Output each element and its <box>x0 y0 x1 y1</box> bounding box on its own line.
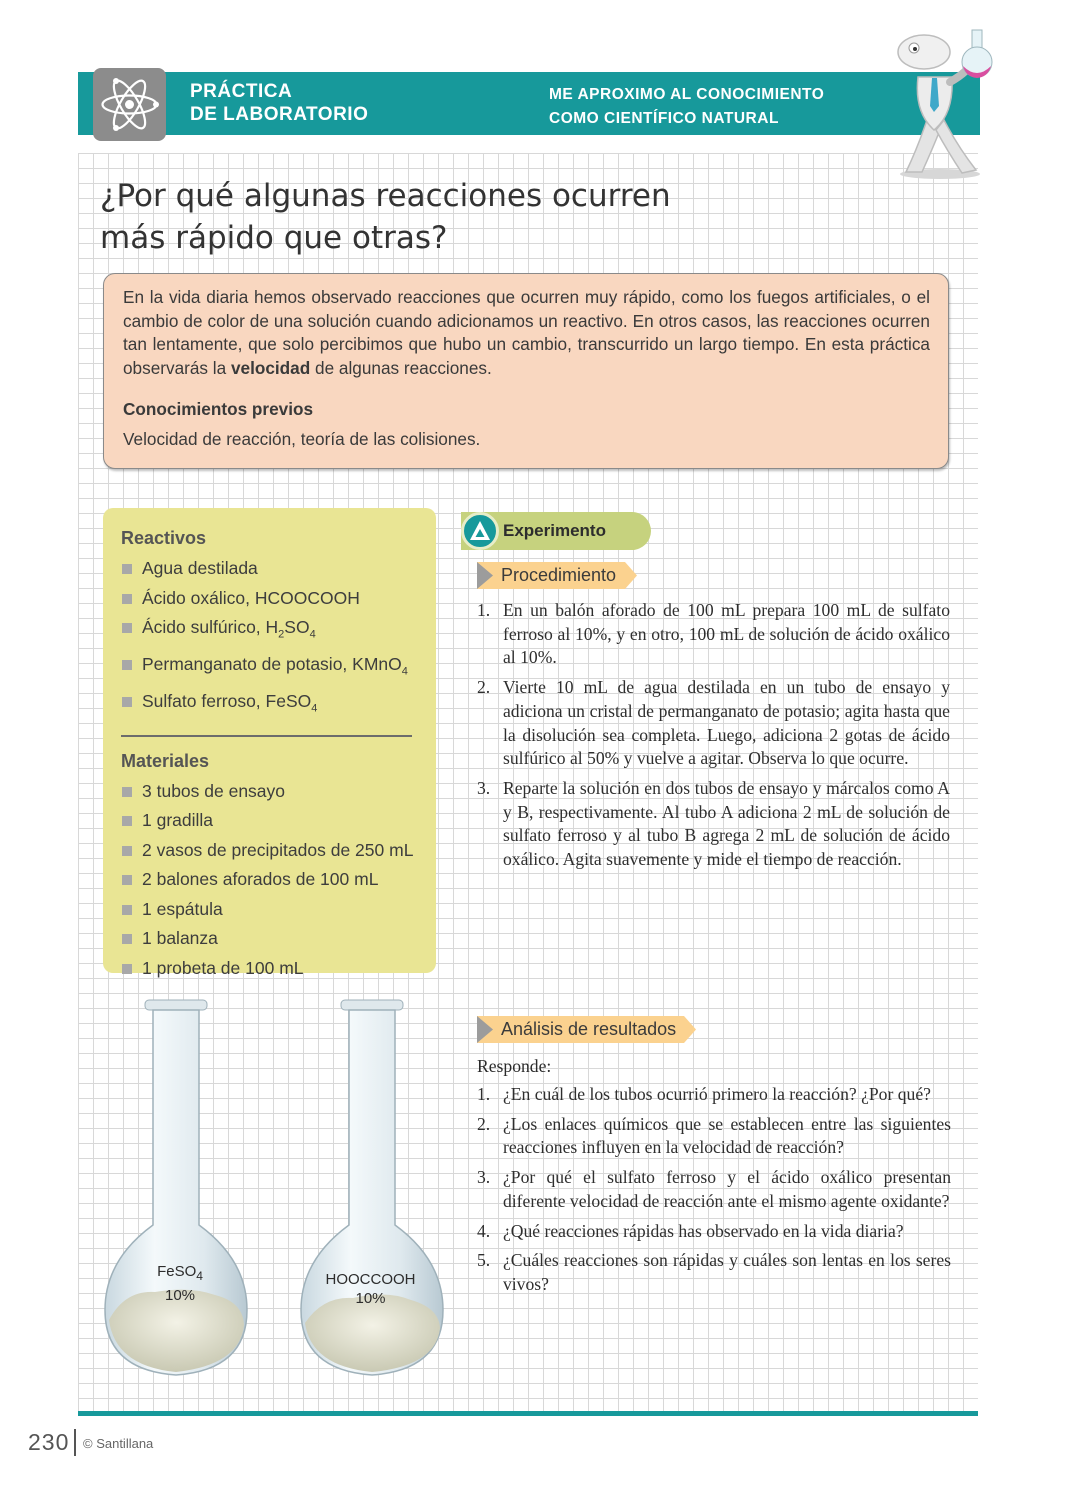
feso4-flask <box>105 1000 247 1375</box>
list-item: 5. ¿Cuáles reacciones son rápidas y cuáles son lentas en los seres vivos? <box>477 1250 951 1294</box>
scientist-mascot-illustration <box>888 22 1008 182</box>
intro-box <box>103 273 949 469</box>
list-item: Ácido sulfúrico, $H_2SO_4$ <box>121 613 418 650</box>
flask-left-label: FeSO$_4$ 10% <box>157 1263 203 1304</box>
page-title-line1: ¿Por qué algunas reacciones ocurren <box>100 178 671 214</box>
list-item: 1 espátula <box>121 895 418 925</box>
procedure-steps <box>477 599 950 878</box>
list-item: Agua destilada <box>121 554 418 584</box>
list-item: 3. Reparte la solución en dos tubos de ensayo y márcalos como A y B, respectivamente. Al tubo A adiciona 2 mL de solución de sulfato ferroso y al tubo B agrega 2 mL de solución de ácido oxálico. Agita suavemente y mide el tiempo de reacción. <box>477 777 950 870</box>
list-item: 2 balones aforados de 100 mL <box>121 865 418 895</box>
reagents-list <box>121 554 418 724</box>
list-item: 1. En un balón aforado de 100 mL prepara 100 mL de sulfato ferroso al 10%, y en otro, 100 mL de solución de ácido oxálico al 10%. <box>477 600 950 668</box>
page-title <box>100 175 800 259</box>
flask-right-label: HOOCCOOH 10% <box>325 1271 416 1307</box>
reagents-materials-box <box>103 508 436 978</box>
divider <box>121 735 412 737</box>
section-subtitle <box>549 83 824 131</box>
atom-icon <box>93 68 166 141</box>
list-item: 2 vasos de precipitados de 250 mL <box>121 836 418 866</box>
section-title <box>190 80 368 126</box>
materials-heading: Materiales <box>121 750 210 771</box>
list-item: 4. ¿Qué reacciones rápidas has observado en la vida diaria? <box>477 1220 904 1241</box>
list-item: 3. ¿Por qué el sulfato ferroso y el ácido oxálico presentan diferente velocidad de reacción ante el mismo agente oxidante? <box>477 1167 951 1211</box>
page-number: 230 <box>28 1429 70 1455</box>
prior-knowledge-heading: Conocimientos previos <box>123 399 314 419</box>
list-item: 2. ¿Los enlaces químicos que se establecen entre las siguientes reacciones influyen en la velocidad de reacción? <box>477 1113 951 1158</box>
section-subtitle-line1: ME APROXIMO AL CONOCIMIENTO <box>549 86 825 103</box>
intro-text-after: de algunas reacciones. <box>310 357 492 378</box>
section-title-line1: PRÁCTICA <box>190 81 293 102</box>
publisher-credit: © Santillana <box>83 1436 154 1451</box>
materials-list <box>121 777 418 984</box>
experiment-badge-icon <box>461 512 499 550</box>
experiment-label: Experimento <box>503 521 606 540</box>
list-item: 1. ¿En cuál de los tubos ocurrió primero la reacción? ¿Por qué? <box>477 1084 931 1104</box>
intro-highlight: velocidad <box>230 357 311 378</box>
hooccooh-flask <box>301 1000 443 1375</box>
prior-knowledge-text: Velocidad de reacción, teoría de las colisiones. <box>123 428 481 449</box>
list-item: Ácido oxálico, HCOOCOOH <box>121 584 418 614</box>
intro-paragraph <box>123 286 930 380</box>
analysis-label: Análisis de resultados <box>501 1019 677 1039</box>
list-item: 2. Vierte 10 mL de agua destilada en un tubo de ensayo y adiciona un cristal de permanganato de potasio; agita hasta que la disolución sea completa. Luego, adiciona 2 gotas de ácido sulfúrico al 50% y vuelve a agitar. Observa lo que ocurre. <box>477 677 950 769</box>
list-item: 3 tubos de ensayo <box>121 777 418 807</box>
reagents-heading: Reactivos <box>121 528 207 548</box>
volumetric-flasks-illustration <box>95 990 460 1390</box>
procedure-label: Procedimiento <box>501 565 617 585</box>
list-item: 1 probeta de 100 mL <box>121 954 418 984</box>
intro-text-before: En la vida diaria hemos observado reacciones que ocurren muy rápido, como los fuegos artificiales, o el cambio de color de una solución cuando adicionamos un reactivo. En otros casos, las reacciones ocurren tan lentamente, que solo percibimos que hubo un cambio, transcurrido un largo tiempo. En esta práctica observarás la <box>123 287 930 378</box>
section-subtitle-line2: COMO CIENTÍFICO NATURAL <box>549 110 779 127</box>
list-item: 1 balanza <box>121 924 418 954</box>
footer-divider <box>74 1429 76 1456</box>
list-item: Permanganato de potasio, KMnO$_4$ <box>121 650 418 687</box>
respond-label: Responde: <box>477 1056 552 1076</box>
analysis-questions <box>477 1083 951 1303</box>
list-item: Sulfato ferroso, FeSO$_4$ <box>121 687 418 724</box>
page-title-line2: más rápido que otras? <box>100 220 448 256</box>
list-item: 1 gradilla <box>121 806 418 836</box>
section-title-line2: DE LABORATORIO <box>190 104 369 125</box>
